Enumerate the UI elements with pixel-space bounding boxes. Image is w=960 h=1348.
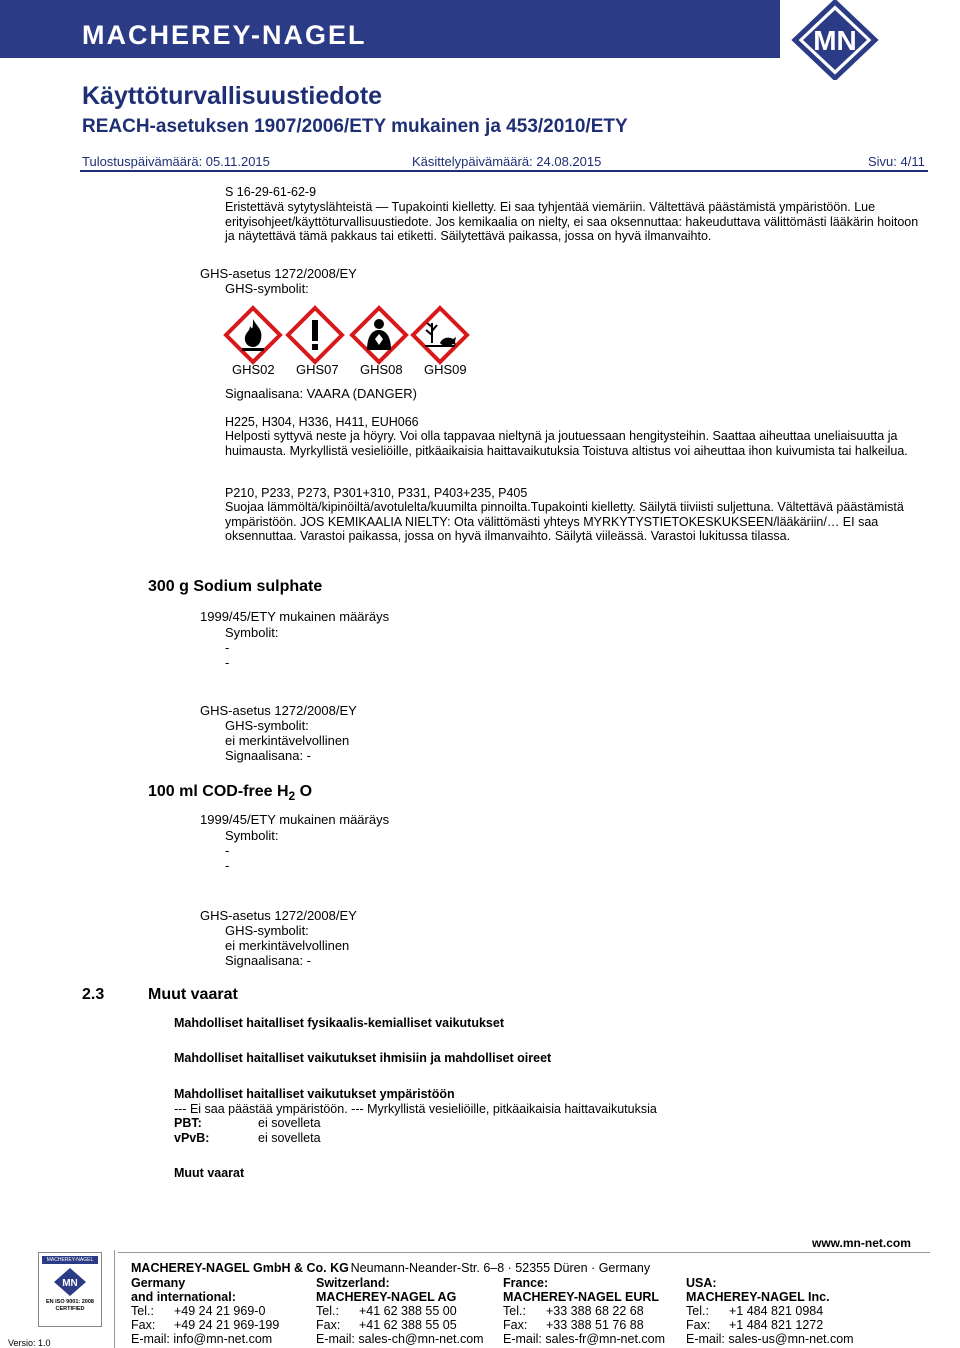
symbols-label: Symbolit: (225, 828, 279, 843)
mn-logo-text: MN (813, 25, 857, 56)
p-text: Suojaa lämmöltä/kipinöiltä/avotulelta/kuumilta pinnoilta.Tupakointi kielletty. Säilytä tiiviisti suljettuna. Vältettävä päästämistä ympäristöön. JOS KEMIKAALIA NIELTY: Ota välittömästi yhteys MYRKYTYSTIETOKESKUKSEEN/lääkäriin/… EI saa oksennuttaa. Varastoi paikassa, jossa on hyvä ilmanvaihto. Säilytä viileässä. Varastoi lukitussa tilassa. (225, 500, 904, 543)
header-rule (80, 170, 928, 172)
directive-label: 1999/45/ETY mukainen määräys (200, 609, 390, 624)
document-title: Käyttöturvallisuustiedote (82, 82, 383, 110)
phys-chem-heading: Mahdolliset haitalliset fysikaalis-kemialliset vaikutukset (174, 1016, 504, 1030)
ghs-symbols-label: GHS-symbolit: (225, 923, 309, 938)
footer-cert-logo (38, 1252, 102, 1327)
version-label: Versio: 1.0 (8, 1338, 51, 1348)
ghs-code: GHS02 (232, 362, 275, 377)
footer-company: MACHEREY-NAGEL GmbH & Co. KG (131, 1261, 349, 1275)
footer-email[interactable]: E-mail: info@mn-net.com (131, 1332, 273, 1346)
section-number: 2.3 (82, 986, 105, 1003)
human-effects-heading: Mahdolliset haitalliset vaikutukset ihmisiin ja mahdolliset oireet (174, 1051, 552, 1065)
footer-tel: +1 484 821 0984 (729, 1304, 824, 1318)
directive-label: 1999/45/ETY mukainen määräys (200, 812, 390, 827)
ghs-regulation: GHS-asetus 1272/2008/EY (200, 703, 357, 718)
footer-country: France: (503, 1276, 549, 1290)
document-subtitle: REACH-asetuksen 1907/2006/ETY mukainen ja 453/2010/ETY (82, 116, 628, 137)
ghs-value: ei merkintävelvollinen (225, 938, 350, 953)
ghs-regulation: GHS-asetus 1272/2008/EY (200, 908, 357, 923)
exclamation-icon (285, 305, 345, 365)
footer-fax: +1 484 821 1272 (729, 1318, 824, 1332)
component-title-sub: 2 (288, 789, 296, 804)
edit-date: Käsittelypäivämäärä: 24.08.2015 (412, 154, 602, 169)
footer-fax-label: Fax: (503, 1318, 528, 1332)
ghs-code: GHS08 (360, 362, 403, 377)
brand-name: MACHEREY-NAGEL (82, 20, 367, 50)
footer-tel: +33 388 68 22 68 (546, 1304, 644, 1318)
component-title: 300 g Sodium sulphate (148, 578, 323, 595)
symbols-dash: - (225, 843, 230, 858)
env-effects-text: --- Ei saa päästää ympäristöön. --- Myrkyllistä vesieliöille, pitkäaikaisia haittavaikutuksia (174, 1102, 657, 1116)
flame-icon (223, 305, 283, 365)
footer-fax: +41 62 388 55 05 (359, 1318, 457, 1332)
footer-fax-label: Fax: (686, 1318, 711, 1332)
print-date: Tulostuspäivämäärä: 05.11.2015 (82, 154, 270, 169)
footer-fax-label: Fax: (316, 1318, 341, 1332)
other-hazards-heading: Muut vaarat (174, 1166, 245, 1180)
footer-country: USA: (686, 1276, 717, 1290)
pbt-label: PBT: (174, 1116, 202, 1130)
footer-tel-label: Tel.: (686, 1304, 709, 1318)
footer-tel-label: Tel.: (316, 1304, 339, 1318)
pbt-value: ei sovelleta (258, 1116, 321, 1130)
symbols-dash: - (225, 640, 230, 655)
footer-mn-icon (52, 1267, 88, 1297)
signal-word: Signaalisana: - (225, 748, 311, 763)
footer-email[interactable]: E-mail: sales-ch@mn-net.com (316, 1332, 484, 1346)
ghs-symbols-label: GHS-symbolit: (225, 281, 309, 296)
footer-website-link[interactable]: www.mn-net.com (812, 1236, 911, 1250)
footer-divider (114, 1250, 115, 1348)
vpvb-value: ei sovelleta (258, 1131, 321, 1145)
mn-logo-icon (780, 0, 890, 80)
vpvb-label: vPvB: (174, 1131, 210, 1145)
footer-email[interactable]: E-mail: sales-us@mn-net.com (686, 1332, 854, 1346)
ghs-code: GHS09 (424, 362, 467, 377)
footer-country: Germany (131, 1276, 186, 1290)
component-title-main: 100 ml COD-free H (148, 783, 289, 800)
h-text: Helposti syttyvä neste ja höyry. Voi olla tappavaa nieltynä ja joutuessaan hengitysteihin. Saattaa aiheuttaa uneliaisuutta ja huimausta. Myrkyllistä vesieliöille, pitkäaikaisia haittavaikutuksia Toistuva altistus voi aiheuttaa ihon kuivumista tai halkeilua. (225, 429, 908, 458)
footer-tel: +41 62 388 55 00 (359, 1304, 457, 1318)
symbols-label: Symbolit: (225, 625, 279, 640)
footer-tel: +49 24 21 969-0 (174, 1304, 266, 1318)
signal-word: Signaalisana: - (225, 953, 311, 968)
ghs-value: ei merkintävelvollinen (225, 733, 350, 748)
env-effects-heading: Mahdolliset haitalliset vaikutukset ympäristöön (174, 1087, 455, 1101)
symbols-dash: - (225, 655, 230, 670)
ghs-symbols-label: GHS-symbolit: (225, 718, 309, 733)
footer-country-line2: MACHEREY-NAGEL AG (316, 1290, 457, 1304)
health-hazard-icon (349, 305, 409, 365)
footer-tel-label: Tel.: (503, 1304, 526, 1318)
s-phrases-text: Eristettävä sytytyslähteistä — Tupakointi kielletty. Ei saa tyhjentää viemäriin. Vältettävä päästämistä ympäristöön. Lue erityisohjeet/käyttöturvallisuustiedote. Jos kemikaalia on nielty, ei saa oksennuttaa: hakeuduttava välittömästi lääkärin hoitoon ja näytettävä tämä pakkaus tai etiketti. Säilytettävä paikassa, jossa on hyvä ilmanvaihto. (225, 200, 919, 243)
footer-country-line2: MACHEREY-NAGEL EURL (503, 1290, 660, 1304)
ghs-code: GHS07 (296, 362, 339, 377)
footer-email[interactable]: E-mail: sales-fr@mn-net.com (503, 1332, 666, 1346)
footer-tel-label: Tel.: (131, 1304, 154, 1318)
signal-word: Signaalisana: VAARA (DANGER) (225, 386, 417, 401)
symbols-dash: - (225, 858, 230, 873)
footer-divider (118, 1252, 930, 1253)
footer-country-line2: MACHEREY-NAGEL Inc. (686, 1290, 830, 1304)
footer-address: · Neumann-Neander-Str. 6–8 · 52355 Düren · Germany (343, 1261, 651, 1275)
page-number: Sivu: 4/11 (868, 154, 925, 169)
footer-country-line2: and international: (131, 1290, 236, 1304)
section-title: Muut vaarat (148, 986, 238, 1003)
footer-cert-text: EN ISO 9001: 2008 CERTIFIED (45, 1299, 94, 1312)
footer-country: Switzerland: (316, 1276, 390, 1290)
footer-fax: +33 388 51 76 88 (546, 1318, 644, 1332)
svg-text:MN: MN (62, 1278, 78, 1289)
footer-logo-brand: MACHEREY-NAGEL (42, 1256, 98, 1264)
footer-fax-label: Fax: (131, 1318, 156, 1332)
environment-icon (410, 305, 470, 365)
ghs-regulation: GHS-asetus 1272/2008/EY (200, 266, 357, 281)
component-title (148, 783, 312, 803)
p-codes: P210, P233, P273, P301+310, P331, P403+235, P405 (225, 486, 528, 500)
h-codes: H225, H304, H336, H411, EUH066 (225, 415, 419, 429)
footer-fax: +49 24 21 969-199 (174, 1318, 280, 1332)
component-title-end: O (295, 783, 313, 800)
s-phrases: S 16-29-61-62-9 (225, 185, 317, 199)
